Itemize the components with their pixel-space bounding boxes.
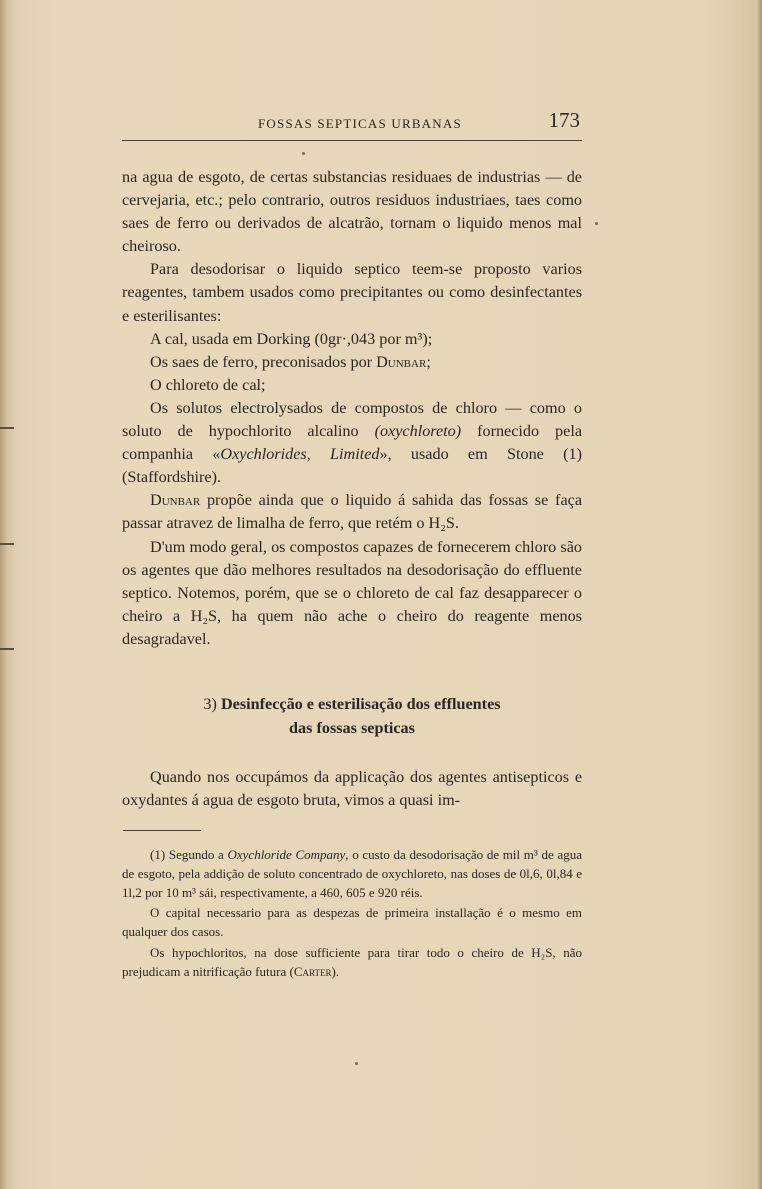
text-run: », usado em Stone (1) (Staffordshire). [122,445,582,487]
italic-text: Oxychlorides, Limited [220,445,380,464]
text-run: ). [331,963,340,979]
paragraph: A cal, usada em Dorking (0gr·,043 por m³); [150,329,433,348]
section-heading-line [122,692,582,716]
paper-speck [302,152,305,155]
paragraph: O chloreto de cal; [150,375,266,394]
section-heading [122,692,582,740]
paper-speck [595,222,598,225]
section-title-line1: Desinfecção e esterilisação dos effluentes [220,695,501,713]
page-left-edge [0,0,8,1189]
paragraph [122,351,582,374]
page-right-edge [756,0,762,1189]
author-name: Carter [293,963,332,979]
margin-mark [0,648,14,650]
author-name: Dunbar [376,352,427,371]
section-paragraph [122,766,582,812]
paragraph [122,489,582,535]
running-title: FOSSAS SEPTICAS URBANAS [258,116,462,131]
page-number: 173 [548,108,580,132]
text-run: Os saes de ferro, preconisados por [150,352,377,371]
page-header [122,104,582,141]
italic-text: Oxychloride Company [227,847,346,862]
paragraph: D'um modo geral, os compostos capazes de fornecerem chloro são os agentes que dão melhores resultados na desodorisação do effluente septico. Notemos, porém, que se o chloreto de cal faz desapparecer o cheiro a H₂S, ha quem não ache o cheiro do reagente menos desagradavel. [122,537,582,648]
footnote [122,944,582,982]
section-title-line2: das fossas septicas [289,719,415,737]
paper-speck [355,1062,358,1065]
text-run: Os hypochloritos, na dose sufficiente para tirar todo o cheiro de H₂S, não prejudicam a nitrificação futura ( [122,944,582,979]
footnote [122,846,582,902]
footnote-divider [123,830,201,831]
text-run: (1) Segundo a [150,847,228,862]
text-run: fornecido pela companhia « [122,422,583,464]
main-text [122,166,582,651]
paragraph: Quando nos occupámos da applicação dos agentes antisepticos e oxydantes á agua de esgoto bruta, vimos a quasi im- [122,768,582,810]
paragraph: na agua de esgoto, de certas substancias residuaes de industrias — de cervejaria, etc.; pelo contrario, outros residuos industriaes, taes como saes de ferro ou derivados de alcatrão, tornam o liquido menos mal cheiroso. [122,168,582,256]
paragraph [122,397,582,489]
paragraph: Para desodorisar o liquido septico teem-se proposto varios reagentes, tambem usados como precipitantes ou como desinfectantes e esterilisantes: [122,260,582,325]
margin-mark [0,427,14,429]
text-run: , o custo da desodorisação de mil m³ de agua de esgoto, pela addição de soluto concentrado de oxychloreto, nas doses de 0l,6, 0l,84 e 1l,2 por 10 m³ sái, respectivamente, a 460, 605 e 920 réis. [122,847,582,900]
footnotes [122,846,582,984]
text-run: ; [426,352,431,371]
footnote: O capital necessario para as despezas de primeira installação é o mesmo em qualquer dos casos. [122,905,582,940]
section-number: 3) [203,695,217,713]
text-run: propõe ainda que o liquido á sahida das fossas se faça passar atravez de limalha de ferro, que retém o H₂S. [122,491,582,533]
margin-mark [0,543,14,545]
italic-text: (oxychloreto) [374,422,462,441]
text-run: Os solutos electrolysados de compostos de chloro — como o soluto de hypochlorito alcalino [122,398,582,441]
author-name: Dunbar [150,491,201,510]
